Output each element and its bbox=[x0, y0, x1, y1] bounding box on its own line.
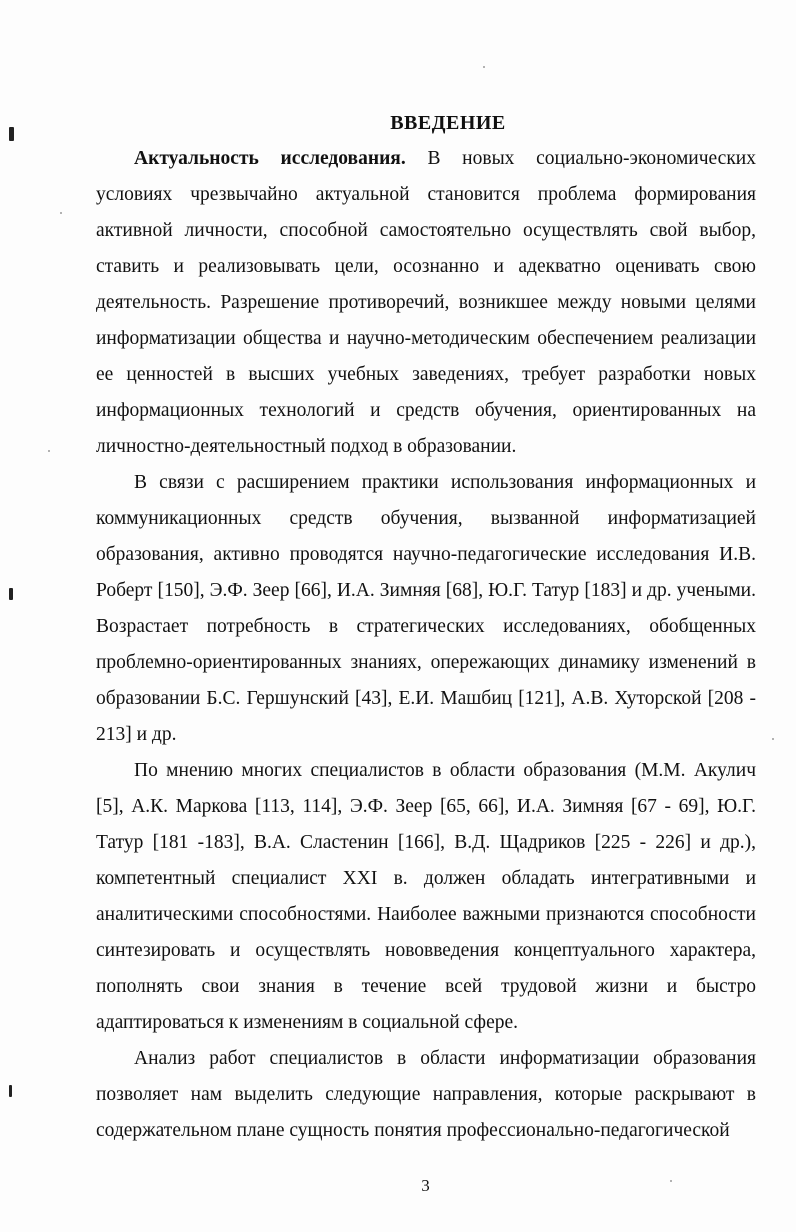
scan-mark-bottom bbox=[9, 1085, 12, 1097]
document-body bbox=[96, 141, 756, 1149]
document-title: ВВЕДЕНИЕ bbox=[390, 112, 506, 134]
scan-speck bbox=[60, 212, 62, 214]
scan-speck bbox=[48, 450, 50, 452]
paragraph-text: В новых социально-экономических условиях чрезвычайно актуальной становится проблема формирования активной личности, способной самостоятельно осуществлять свой выбор, ставить и реализовывать цели, осознанно и адекватно оценивать свою деятельность. Разрешение противоречий, возникшее между новыми целями информатизации общества и научно-методическим обеспечением реализации ее ценностей в высших учебных заведениях, требует разработки новых информационных технологий и средств обучения, ориентированных на личностно-деятельностный подход в образовании. bbox=[96, 148, 756, 457]
page-number: 3 bbox=[421, 1176, 430, 1195]
paragraph-analysis: Анализ работ специалистов в области информатизации образования позволяет нам выделить следующие направления, которые раскрывают в содержательном плане сущность понятия профессионально-педагогической bbox=[96, 1048, 756, 1141]
paragraph-specialists: По мнению многих специалистов в области образования (М.М. Акулич [5], А.К. Маркова [113, 114], Э.Ф. Зеер [65, 66], И.А. Зимняя [67 - 69], Ю.Г. Татур [181 -183], В.А. Сластенин [166], В.Д. Щадриков [225 - 226] и др.), компетентный специалист XXI в. должен обладать интегративными и аналитическими способностями. Наиболее важными признаются способности синтезировать и осуществлять нововведения концептуального характера, пополнять свои знания в течение всей трудовой жизни и быстро адаптироваться к изменениям в социальной сфере. bbox=[96, 760, 756, 1033]
scan-mark-middle bbox=[9, 588, 13, 600]
paragraph-research: В связи с расширением практики использования информационных и коммуникационных средств обучения, вызванной информатизацией образования, активно проводятся научно-педагогические исследования И.В. Роберт [150], Э.Ф. Зеер [66], И.А. Зимняя [68], Ю.Г. Татур [183] и др. учеными. Возрастает потребность в стратегических исследованиях, обобщенных проблемно-ориентированных знаниях, опережающих динамику изменений в образовании Б.С. Гершунский [43], Е.И. Машбиц [121], А.В. Хуторской [208 - 213] и др. bbox=[96, 472, 756, 745]
scan-speck bbox=[483, 66, 485, 68]
paragraph-lead: Актуальность исследования. bbox=[134, 148, 406, 169]
scan-speck bbox=[772, 738, 774, 740]
paragraph-relevance bbox=[96, 141, 756, 465]
